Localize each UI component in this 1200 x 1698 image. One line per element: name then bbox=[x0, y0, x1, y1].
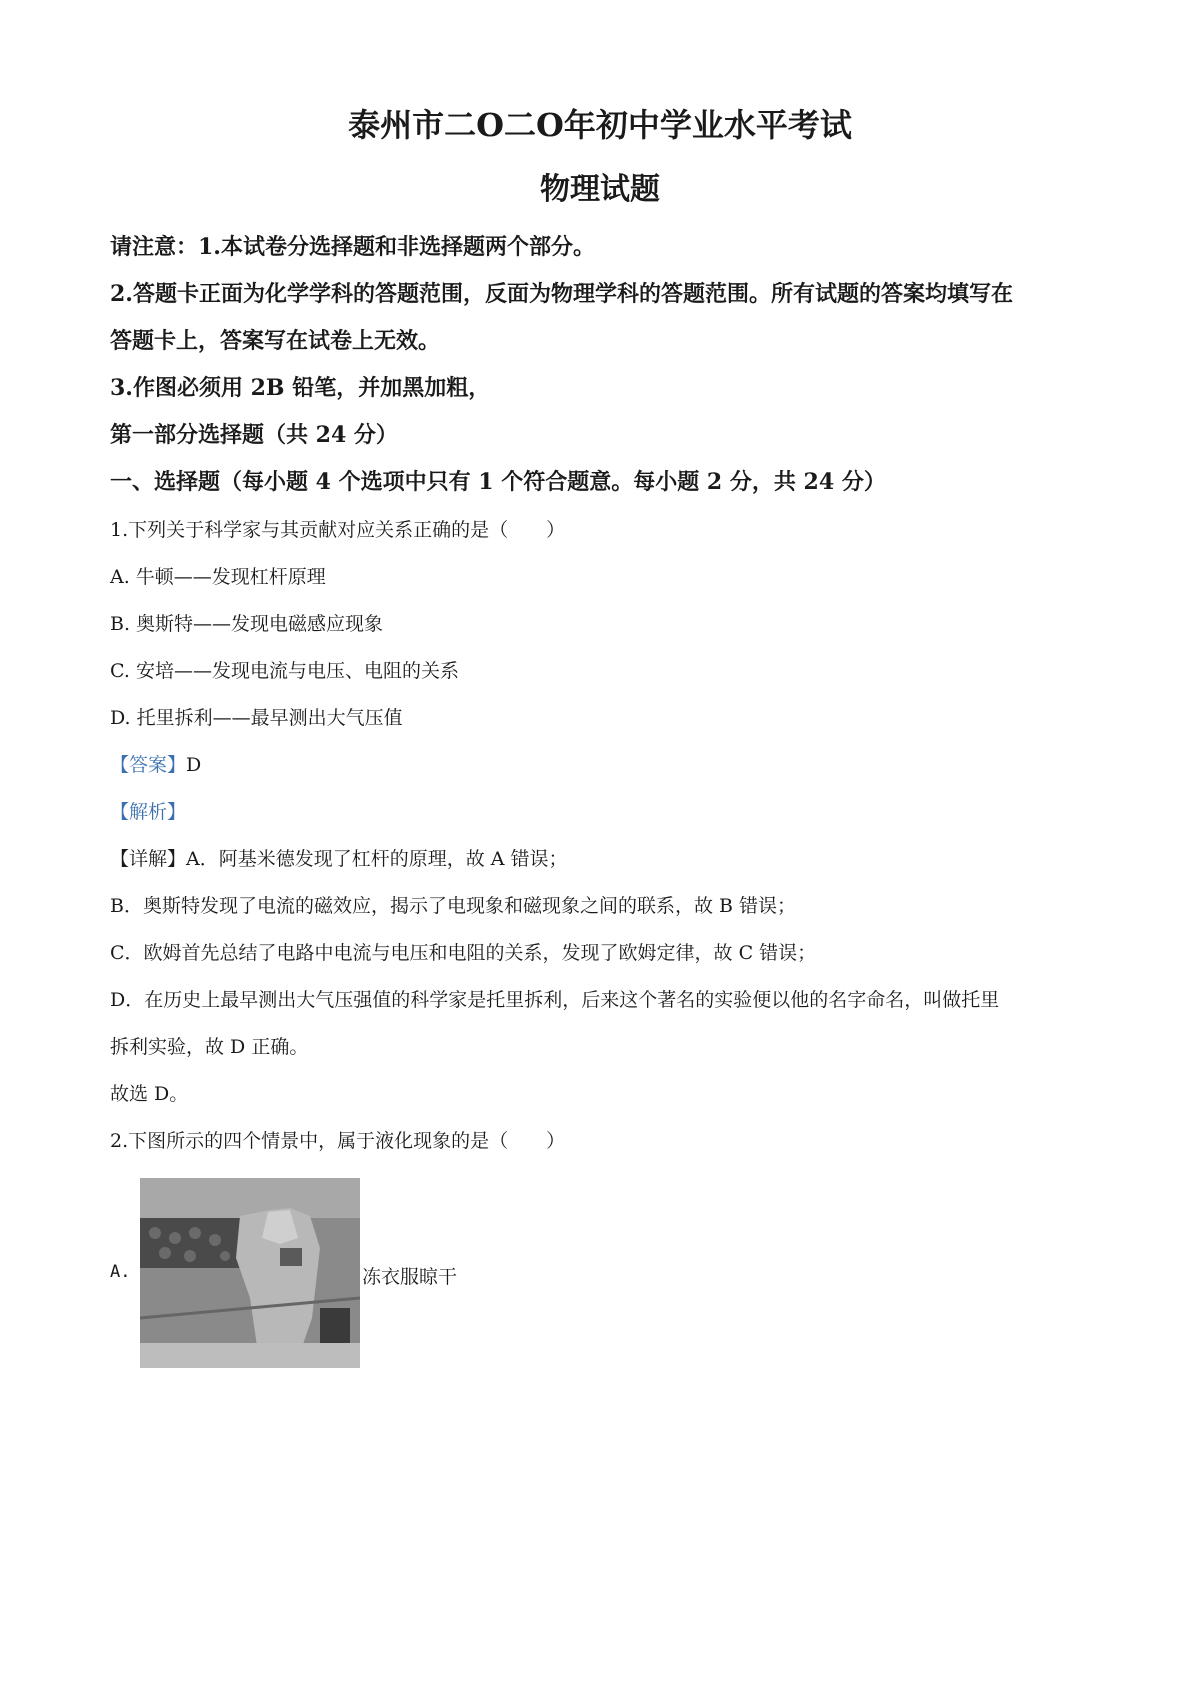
part-heading: 第一部分选择题（共 24 分） bbox=[110, 422, 398, 448]
q2-option-a-letter: A. bbox=[110, 1262, 131, 1282]
q1-stem: 1.下列关于科学家与其贡献对应关系正确的是（ ） bbox=[110, 519, 566, 541]
frozen-clothes-photo bbox=[140, 1178, 360, 1368]
note-2a: 2.答题卡正面为化学学科的答题范围，反面为物理学科的答题范围。所有试题的答案均填写在 bbox=[110, 281, 1013, 307]
q1-detail-5: 拆利实验，故 D 正确。 bbox=[110, 1036, 309, 1058]
note-1: 请注意：1.本试卷分选择题和非选择题两个部分。 bbox=[110, 234, 595, 260]
exam-subtitle: 物理试题 bbox=[540, 172, 660, 207]
q1-detail-1: 【详解】A．阿基米德发现了杠杆的原理，故 A 错误； bbox=[110, 848, 568, 870]
q2-stem: 2.下图所示的四个情景中，属于液化现象的是（ ） bbox=[110, 1130, 566, 1152]
q1-detail-3: C．欧姆首先总结了电路中电流与电压和电阻的关系，发现了欧姆定律，故 C 错误； bbox=[110, 942, 817, 964]
q1-option-d: D. 托里拆利——最早测出大气压值 bbox=[110, 707, 403, 729]
q1-option-a: A. 牛顿——发现杠杆原理 bbox=[110, 566, 326, 588]
q1-detail-4: D．在历史上最早测出大气压强值的科学家是托里拆利，后来这个著名的实验便以他的名字命名，叫做托里 bbox=[110, 989, 1000, 1011]
note-3: 3.作图必须用 2B 铅笔，并加黑加粗， bbox=[110, 375, 491, 401]
q1-detail-2: B．奥斯特发现了电流的磁效应，揭示了电现象和磁现象之间的联系，故 B 错误； bbox=[110, 895, 797, 917]
note-2b: 答题卡上，答案写在试卷上无效。 bbox=[110, 328, 441, 354]
q1-conclusion: 故选 D。 bbox=[110, 1083, 189, 1105]
analysis-tag: 【解析】 bbox=[110, 801, 187, 823]
exam-title: 泰州市二O二O年初中学业水平考试 bbox=[348, 106, 852, 144]
q2-option-a-text: 冻衣服晾干 bbox=[362, 1266, 458, 1288]
answer-value: D bbox=[186, 754, 202, 776]
q1-option-c: C. 安培——发现电流与电压、电阻的关系 bbox=[110, 660, 459, 682]
q1-option-b: B. 奥斯特——发现电磁感应现象 bbox=[110, 613, 384, 635]
q1-answer-line bbox=[110, 750, 201, 777]
section-heading: 一、选择题（每小题 4 个选项中只有 1 个符合题意。每小题 2 分，共 24 分） bbox=[110, 469, 886, 495]
answer-tag: 【答案】 bbox=[110, 754, 187, 776]
